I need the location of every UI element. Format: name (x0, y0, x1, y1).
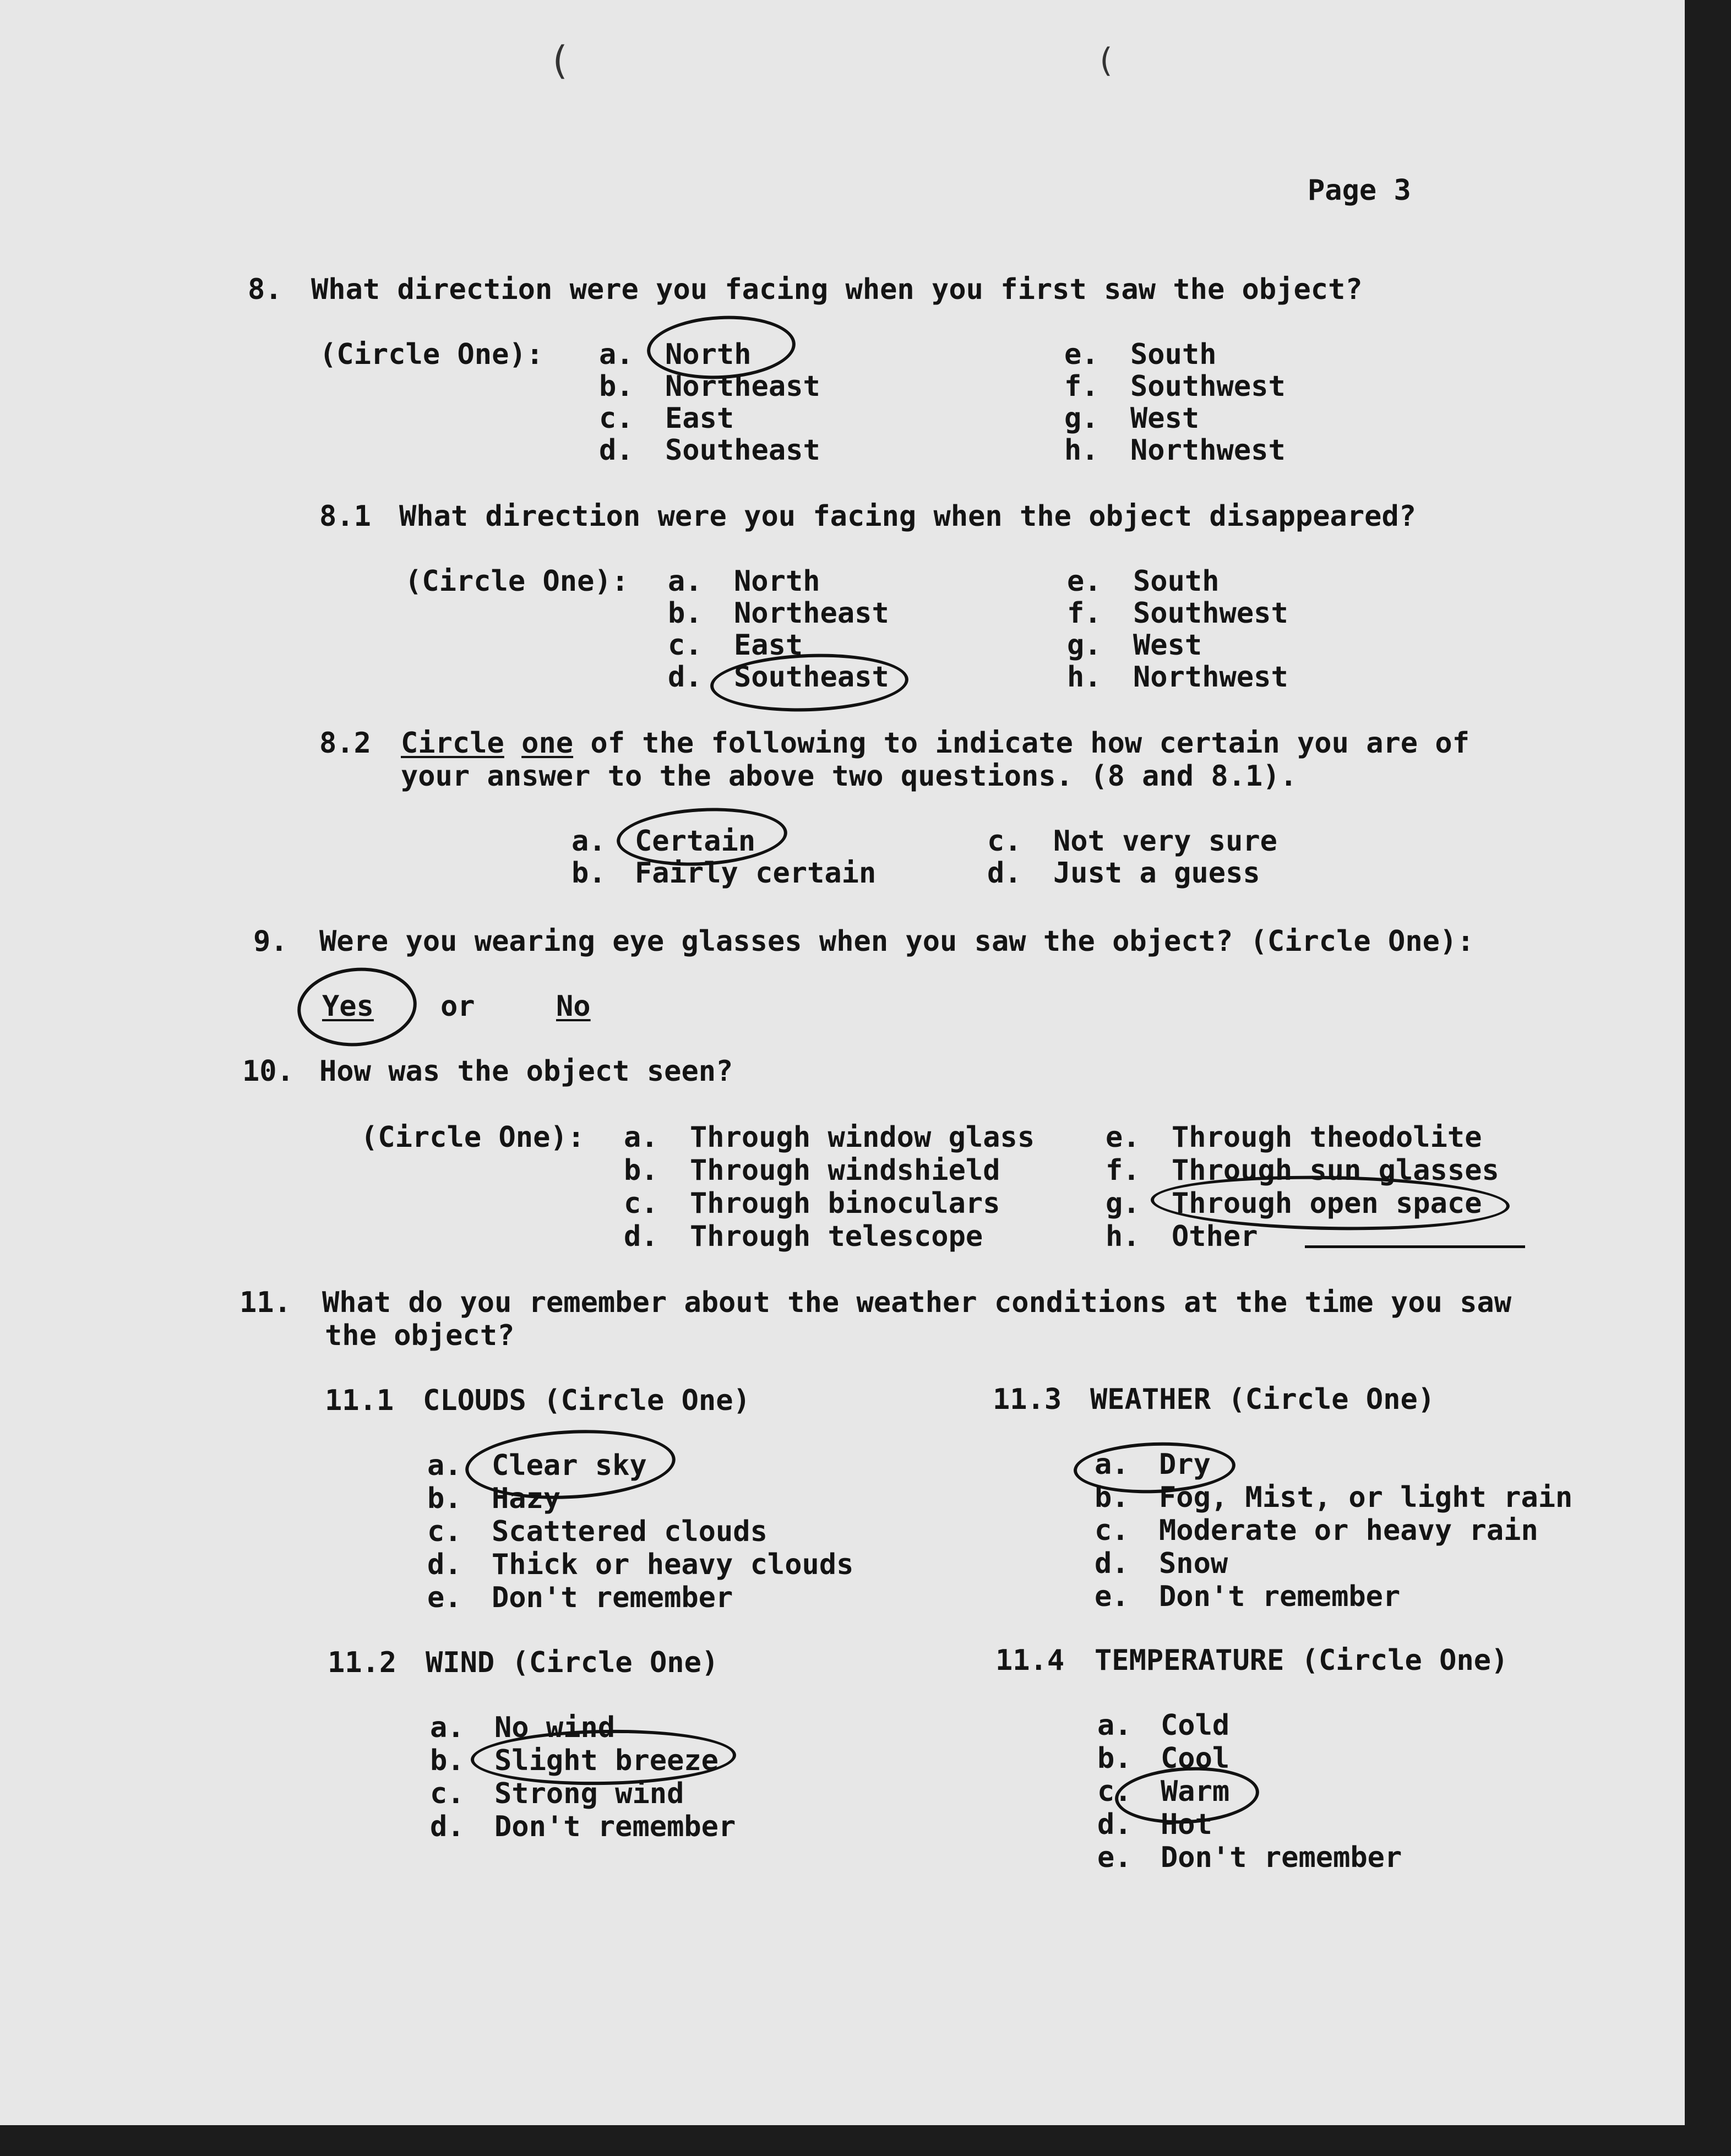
q10-number: 10. (242, 1055, 294, 1088)
q8-2-question (401, 727, 1469, 760)
scan-mark: ( (1096, 41, 1116, 80)
q8-option-south[interactable]: South (1130, 338, 1217, 371)
q11-2-option-slight-breeze[interactable]: Slight breeze (494, 1744, 718, 1777)
q11-3-title: WEATHER (Circle One) (1090, 1383, 1435, 1416)
q11-1-option-scattered-clouds[interactable]: Scattered clouds (492, 1515, 767, 1548)
q11-1-option-letter: e. (427, 1581, 462, 1614)
q8-option-southwest[interactable]: Southwest (1130, 370, 1286, 403)
q11-4-option-cool[interactable]: Cool (1161, 1742, 1230, 1775)
q11-4-option-letter: a. (1097, 1709, 1132, 1742)
q11-1-option-letter: d. (427, 1548, 462, 1581)
scan-mark: ( (548, 38, 571, 83)
q10-option-open-space[interactable]: Through open space (1172, 1187, 1482, 1220)
circle-emphasis: Circle (401, 727, 504, 760)
q11-1-option-letter: c. (427, 1515, 462, 1548)
q11-1-option-clear-sky[interactable]: Clear sky (492, 1449, 647, 1482)
q11-1-option-dont-remember[interactable]: Don't remember (492, 1581, 733, 1614)
q8-1-option-east[interactable]: East (734, 629, 803, 662)
q11-2-option-letter: a. (430, 1711, 465, 1744)
q10-option-letter: b. (624, 1154, 658, 1187)
q11-question: What do you remember about the weather conditions at the time you saw (322, 1286, 1512, 1319)
q8-option-letter: g. (1064, 402, 1099, 435)
q8-1-option-south[interactable]: South (1133, 565, 1220, 598)
q10-option-theodolite[interactable]: Through theodolite (1172, 1121, 1482, 1154)
q8-option-north[interactable]: North (665, 338, 752, 371)
q10-option-other[interactable]: Other (1172, 1220, 1258, 1253)
q8-option-northeast[interactable]: Northeast (665, 370, 820, 403)
q11-3-option-letter: a. (1095, 1448, 1129, 1481)
q10-option-telescope[interactable]: Through telescope (690, 1220, 983, 1253)
q8-2-option-certain[interactable]: Certain (635, 825, 756, 858)
q8-option-letter: c. (599, 402, 634, 435)
q8-option-northwest[interactable]: Northwest (1130, 434, 1286, 467)
q8-option-letter: h. (1064, 434, 1099, 467)
q11-2-option-dont-remember[interactable]: Don't remember (494, 1810, 736, 1843)
q8-2-option-letter: b. (571, 857, 606, 890)
q8-2-option-letter: d. (987, 857, 1022, 890)
q10-instruction: (Circle One): (361, 1121, 585, 1154)
q8-2-option-not-very-sure[interactable]: Not very sure (1053, 825, 1277, 858)
q11-4-option-letter: c. (1097, 1775, 1132, 1808)
q8-1-option-letter: d. (668, 661, 703, 694)
q11-3-option-letter: d. (1095, 1547, 1129, 1580)
q11-1-option-letter: a. (427, 1449, 462, 1482)
q11-4-option-hot[interactable]: Hot (1161, 1808, 1212, 1841)
q8-2-option-fairly-certain[interactable]: Fairly certain (635, 857, 877, 890)
q8-1-question: What direction were you facing when the object disappeared? (399, 500, 1417, 533)
q11-3-option-snow[interactable]: Snow (1159, 1547, 1228, 1580)
q10-option-windshield[interactable]: Through windshield (690, 1154, 1000, 1187)
q11-2-title: WIND (Circle One) (426, 1646, 719, 1679)
q11-4-option-letter: d. (1097, 1808, 1132, 1841)
q8-1-option-letter: a. (668, 565, 703, 598)
q10-option-letter: a. (624, 1121, 658, 1154)
q11-3-option-fog-mist[interactable]: Fog, Mist, or light rain (1159, 1481, 1573, 1514)
q8-2-option-just-a-guess[interactable]: Just a guess (1053, 857, 1260, 890)
q9-number: 9. (253, 925, 288, 958)
q11-1-option-hazy[interactable]: Hazy (492, 1482, 561, 1515)
q11-3-option-letter: e. (1095, 1580, 1129, 1613)
q8-option-letter: e. (1064, 338, 1099, 371)
q10-option-sun-glasses[interactable]: Through sun glasses (1172, 1154, 1499, 1187)
q11-3-option-dont-remember[interactable]: Don't remember (1159, 1580, 1401, 1613)
q8-2-question-text: of the following to indicate how certain you are of (590, 727, 1470, 760)
q11-4-option-letter: b. (1097, 1742, 1132, 1775)
q8-1-option-letter: h. (1067, 661, 1102, 694)
q8-2-number: 8.2 (319, 727, 371, 760)
q11-1-option-letter: b. (427, 1482, 462, 1515)
q9-question: Were you wearing eye glasses when you saw the object? (Circle One): (319, 925, 1474, 958)
q11-4-option-cold[interactable]: Cold (1161, 1709, 1230, 1742)
q11-4-number: 11.4 (995, 1644, 1065, 1677)
q9-or: or (440, 990, 475, 1023)
q11-3-option-heavy-rain[interactable]: Moderate or heavy rain (1159, 1514, 1538, 1547)
q8-1-option-letter: e. (1067, 565, 1102, 598)
q8-option-letter: b. (599, 370, 634, 403)
q8-1-option-northwest[interactable]: Northwest (1133, 661, 1288, 694)
q11-4-option-warm[interactable]: Warm (1161, 1775, 1230, 1808)
q10-option-letter: e. (1106, 1121, 1140, 1154)
q10-option-binoculars[interactable]: Through binoculars (690, 1187, 1000, 1220)
q11-1-option-heavy-clouds[interactable]: Thick or heavy clouds (492, 1548, 854, 1581)
q11-1-number: 11.1 (325, 1384, 394, 1417)
q11-3-option-letter: c. (1095, 1514, 1129, 1547)
q11-number: 11. (239, 1286, 291, 1319)
q8-2-question-line2: your answer to the above two questions. (8 and 8.1). (401, 760, 1297, 793)
q8-1-instruction: (Circle One): (405, 565, 629, 598)
q8-1-option-southwest[interactable]: Southwest (1133, 597, 1288, 630)
q10-option-letter: d. (624, 1220, 658, 1253)
q8-number: 8. (248, 273, 282, 306)
q8-1-option-letter: b. (668, 597, 703, 630)
q8-1-option-southeast[interactable]: Southeast (734, 661, 889, 694)
q9-option-yes[interactable]: Yes (322, 990, 374, 1023)
q8-1-option-letter: f. (1067, 597, 1102, 630)
q10-question: How was the object seen? (319, 1055, 733, 1088)
q11-4-option-dont-remember[interactable]: Don't remember (1161, 1841, 1402, 1874)
q11-question-line2: the object? (325, 1319, 515, 1352)
q10-option-letter: g. (1106, 1187, 1140, 1220)
q8-1-option-northeast[interactable]: Northeast (734, 597, 889, 630)
q11-2-option-no-wind[interactable]: No wind (494, 1711, 616, 1744)
q11-2-number: 11.2 (328, 1646, 397, 1679)
q11-2-option-strong-wind[interactable]: Strong wind (494, 1777, 684, 1810)
q11-3-option-dry[interactable]: Dry (1159, 1448, 1211, 1481)
q11-2-option-letter: c. (430, 1777, 465, 1810)
q11-4-option-letter: e. (1097, 1841, 1132, 1874)
q8-option-southeast[interactable]: Southeast (665, 434, 820, 467)
q8-1-option-letter: g. (1067, 629, 1102, 662)
page-number: Page 3 (1308, 174, 1411, 207)
q11-3-option-letter: b. (1095, 1481, 1129, 1514)
q8-option-east[interactable]: East (665, 402, 734, 435)
q11-4-title: TEMPERATURE (Circle One) (1095, 1644, 1509, 1677)
q8-1-option-west[interactable]: West (1133, 629, 1202, 662)
q8-option-letter: a. (599, 338, 634, 371)
other-blank-line[interactable] (1305, 1245, 1525, 1248)
q11-2-option-letter: d. (430, 1810, 465, 1843)
q9-option-no[interactable]: No (556, 990, 591, 1023)
q11-2-option-letter: b. (430, 1744, 465, 1777)
q8-option-west[interactable]: West (1130, 402, 1200, 435)
q10-option-letter: c. (624, 1187, 658, 1220)
q8-instruction: (Circle One): (319, 338, 543, 371)
q8-option-letter: f. (1064, 370, 1099, 403)
q8-question: What direction were you facing when you first saw the object? (311, 273, 1363, 306)
q8-1-option-north[interactable]: North (734, 565, 820, 598)
q8-option-letter: d. (599, 434, 634, 467)
q10-option-letter: f. (1106, 1154, 1140, 1187)
q11-3-number: 11.3 (993, 1383, 1062, 1416)
q10-option-window-glass[interactable]: Through window glass (690, 1121, 1035, 1154)
q8-2-option-letter: c. (987, 825, 1022, 858)
q8-1-option-letter: c. (668, 629, 703, 662)
q11-1-title: CLOUDS (Circle One) (423, 1384, 750, 1417)
one-emphasis: one (521, 727, 574, 760)
q8-2-option-letter: a. (571, 825, 606, 858)
q10-option-letter: h. (1106, 1220, 1140, 1253)
q8-1-number: 8.1 (319, 500, 371, 533)
